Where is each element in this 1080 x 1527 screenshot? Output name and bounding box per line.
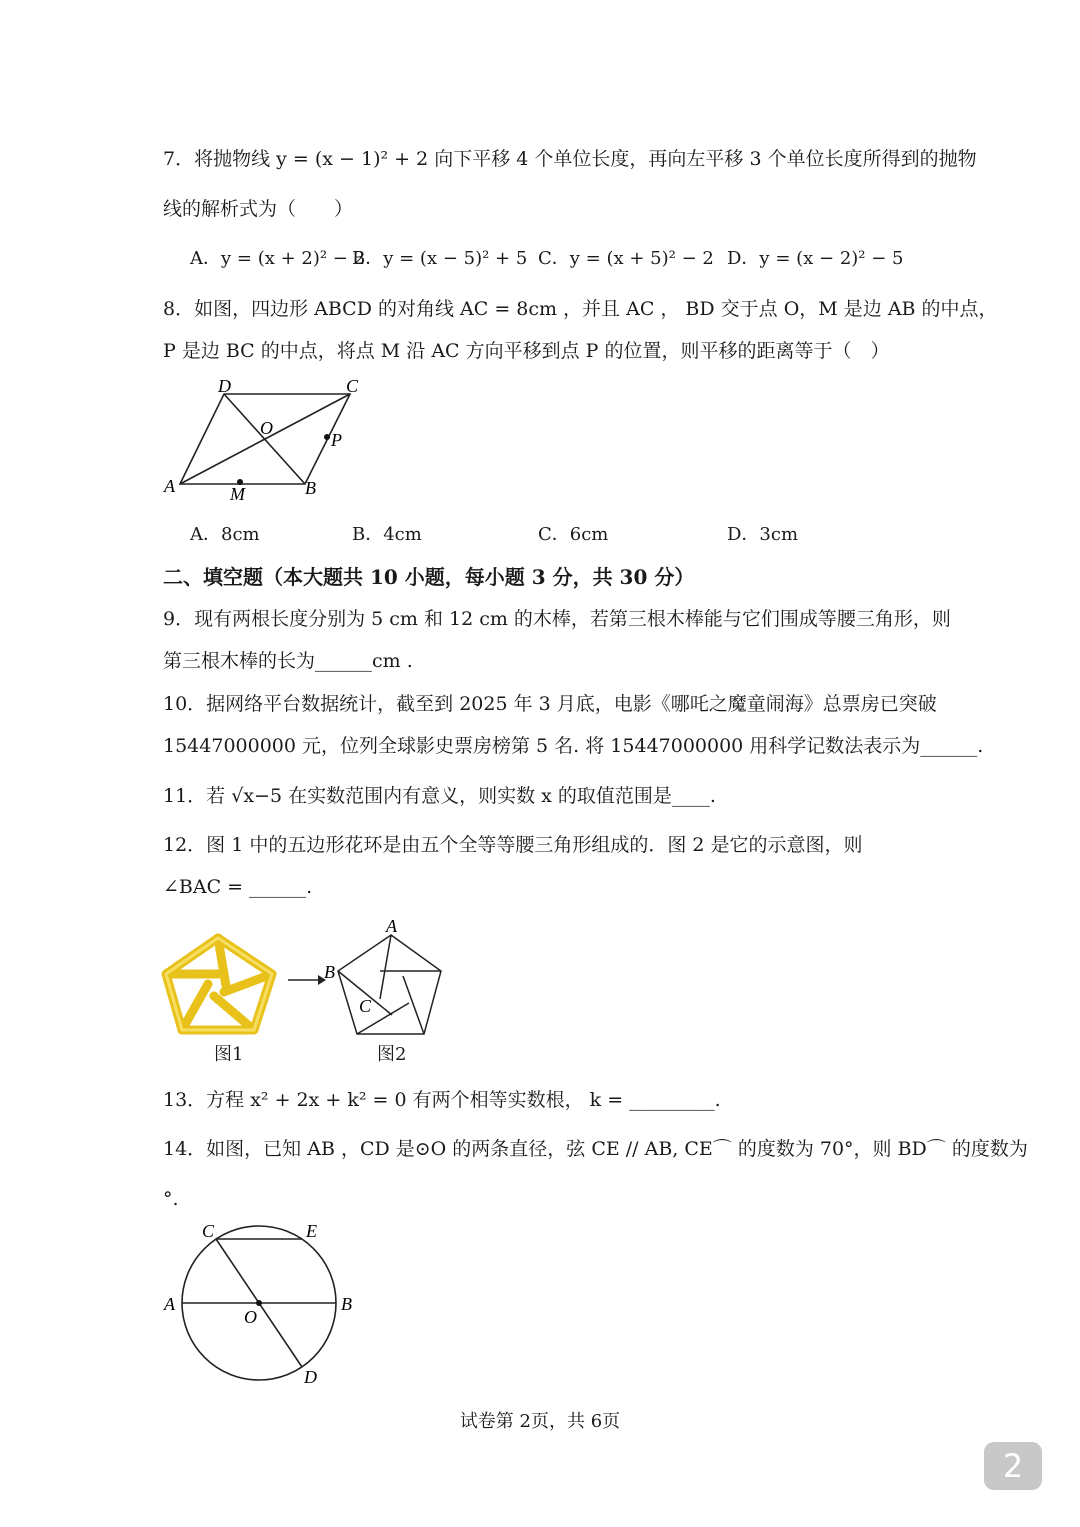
q14-label-b: B [341,1294,352,1314]
q12-pentagon-schematic-figure [320,916,450,1045]
q7-option-d: D．y = (x − 2)² − 5 [727,248,904,269]
q7-option-c: C．y = (x + 5)² − 2 [538,248,714,269]
q8-option-c: C．6cm [538,524,609,545]
q14-circle-figure [160,1215,370,1390]
q12-label-b: B [324,962,335,982]
q8-label-m: M [230,484,245,504]
q14-label-e: E [306,1221,317,1241]
q8-label-b: B [305,478,316,498]
q12-fig2-caption: 图2 [377,1044,407,1065]
q14-label-o: O [244,1307,257,1327]
q10-line2: 15447000000 元，位列全球影史票房榜第 5 名. 将 15447000000 用科学记数法表示为______. [163,735,984,757]
q8-label-c: C [346,376,359,396]
q12-flower-wreath-figure [160,930,280,1042]
q7-option-a: A．y = (x + 2)² − 2 [190,248,366,269]
q8-label-a: A [164,476,175,496]
q14-label-c: C [202,1221,215,1241]
q12-line2: ∠BAC = ______. [163,876,313,898]
q8-parallelogram-figure [160,372,380,507]
q9-line2: 第三根木棒的长为______cm . [163,650,413,672]
q8-label-d: D [218,376,231,396]
section2-title: 二、填空题（本大题共 10 小题，每小题 3 分，共 30 分） [163,565,695,589]
q9-line1: 9．现有两根长度分别为 5 cm 和 12 cm 的木棒，若第三根木棒能与它们围成等腰三角形，则 [163,608,951,630]
q8-option-a: A．8cm [190,524,260,545]
q8-line1: 8．如图，四边形 ABCD 的对角线 AC = 8cm ，并且 AC ， BD 交于点 O，M 是边 AB 的中点， [163,298,998,320]
q14-line2: °. [163,1188,179,1210]
q13-line1: 13．方程 x² + 2x + k² = 0 有两个相等实数根， k = _________. [163,1089,721,1111]
q12-fig1-caption: 图1 [214,1044,244,1065]
q8-label-o: O [260,418,273,438]
q14-label-d: D [304,1367,317,1387]
q12-label-c: C [359,996,372,1016]
page-number-badge[interactable]: 2 [984,1442,1042,1490]
page-footer: 试卷第 2页，共 6页 [459,1411,621,1432]
q11-line1: 11．若 √x−5 在实数范围内有意义，则实数 x 的取值范围是____. [163,785,716,807]
q8-line2: P 是边 BC 的中点，将点 M 沿 AC 方向平移到点 P 的位置，则平移的距离等于（ ） [163,340,890,362]
q12-line1: 12．图 1 中的五边形花环是由五个全等等腰三角形组成的．图 2 是它的示意图，则 [163,834,863,856]
q14-label-a: A [164,1294,175,1314]
q10-line1: 10．据网络平台数据统计，截至到 2025 年 3 月底，电影《哪吒之魔童闹海》总票房已突破 [163,693,937,715]
q8-label-p: P [331,430,342,450]
q14-line1: 14．如图，已知 AB ，CD 是⊙O 的两条直径，弦 CE // AB, CE⌒ 的度数为 70°，则 BD⌒ 的度数为 [163,1138,1028,1160]
q12-label-a: A [386,916,397,936]
q7-line2: 线的解析式为（ ） [163,198,354,220]
q8-option-d: D．3cm [727,524,799,545]
q7-option-b: B．y = (x − 5)² + 5 [352,248,528,269]
q7-line1: 7．将抛物线 y = (x − 1)² + 2 向下平移 4 个单位长度，再向左平移 3 个单位长度所得到的抛物 [163,148,977,170]
q8-option-b: B．4cm [352,524,422,545]
